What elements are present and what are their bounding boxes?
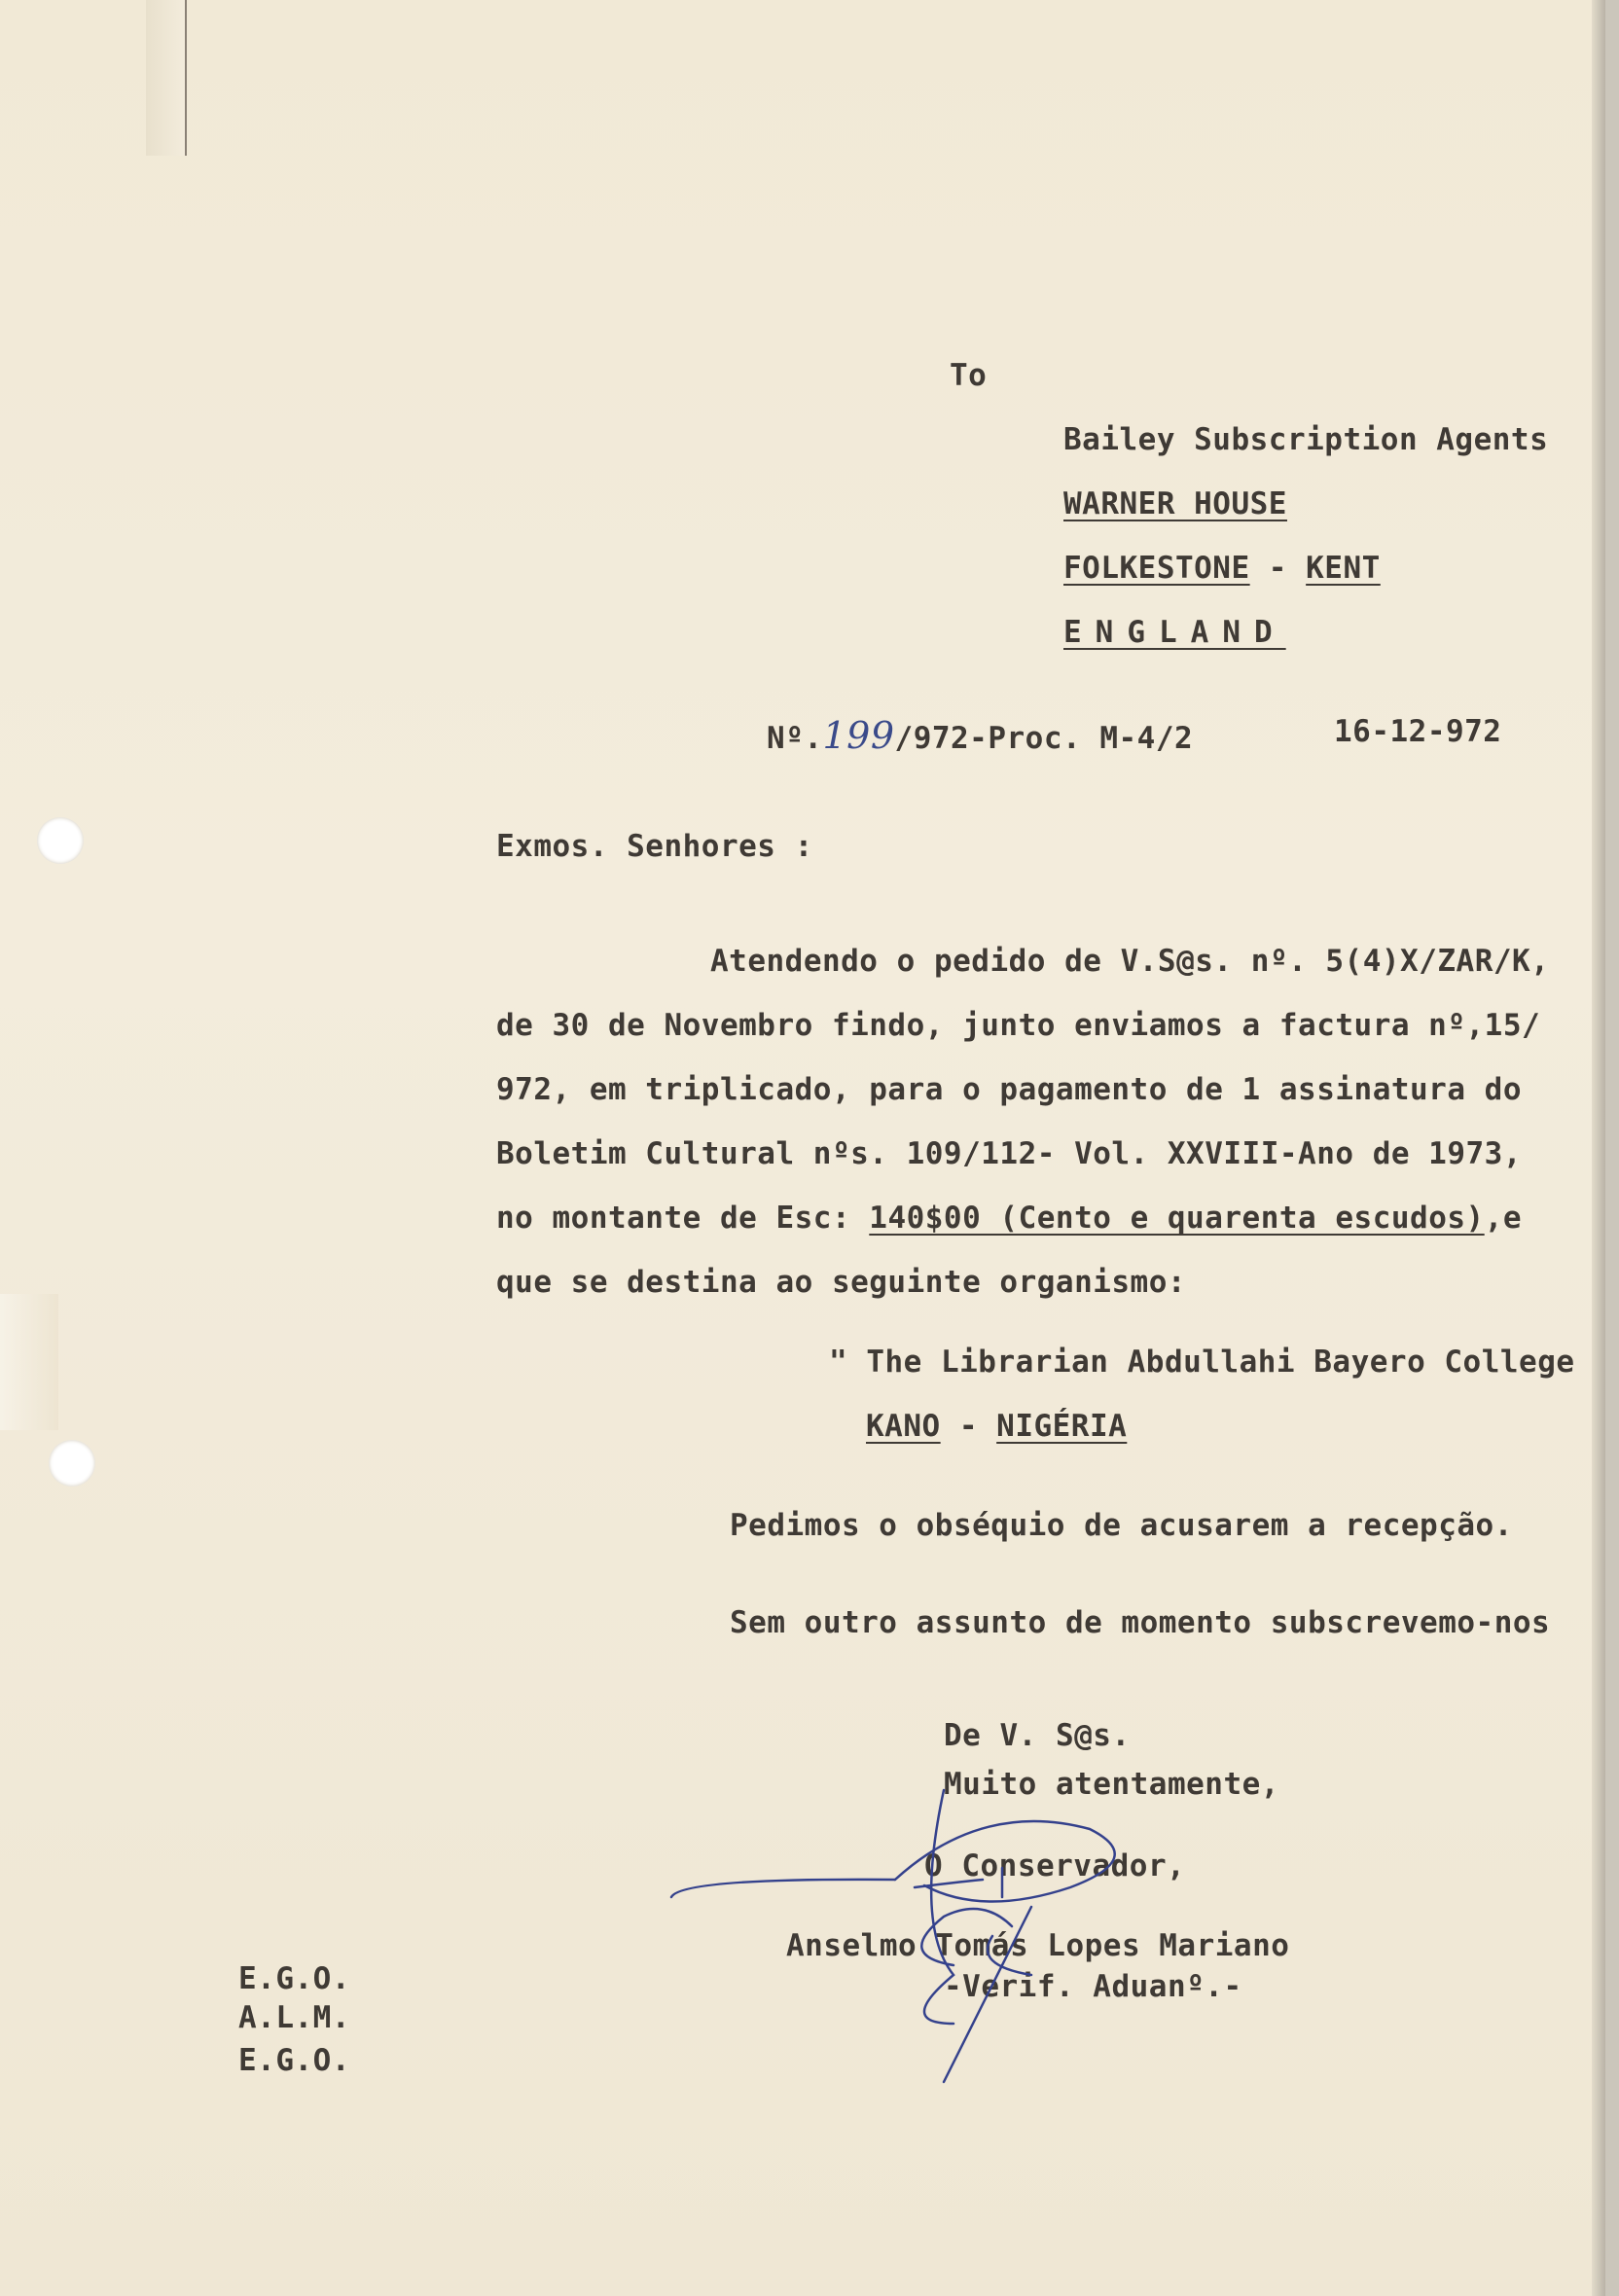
amount-label: no montante de Esc: (496, 1201, 870, 1236)
recipient-city-line (1063, 551, 1381, 586)
signoff-line-1: De V. S@s. (944, 1718, 1131, 1753)
handwritten-reference: 199 (822, 714, 895, 757)
amount-value: 140$00 (Cento e quarenta escudos) (869, 1201, 1485, 1236)
recipient-county: KENT (1306, 551, 1381, 586)
reference-prefix: Nº. (767, 721, 823, 756)
body-line-5 (496, 1201, 1522, 1236)
addressee-location (866, 1409, 1127, 1444)
salutation: Exmos. Senhores : (496, 829, 813, 864)
body-line-1: Atendendo o pedido de V.S@s. nº. 5(4)X/ZAR/K, (710, 944, 1550, 979)
addressee-separator: - (940, 1409, 997, 1444)
addressee-country: NIGÉRIA (996, 1409, 1128, 1444)
recipient-building: WARNER HOUSE (1063, 486, 1287, 521)
body-line-3: 972, em triplicado, para o pagamento de 1 assinatura do (496, 1072, 1522, 1107)
initials-line-2: A.L.M. (238, 2000, 350, 2035)
signatory-name: Anselmo Tomás Lopes Mariano (786, 1928, 1290, 1963)
punch-hole-upper (37, 817, 84, 864)
body-line-5-end: ,e (1484, 1201, 1523, 1236)
to-label: To (950, 358, 988, 393)
punch-hole-lower (49, 1440, 95, 1487)
reference-suffix: /972-Proc. M-4/2 (894, 721, 1194, 756)
body-line-6: que se destina ao seguinte organismo: (496, 1265, 1187, 1300)
addressee-city: KANO (866, 1409, 941, 1444)
addressee-name: " The Librarian Abdullahi Bayero College (829, 1345, 1575, 1380)
paper-crease (0, 1294, 58, 1430)
body-line-2: de 30 de Novembro findo, junto enviamos a factura nº,15/ (496, 1008, 1541, 1043)
torn-edge (146, 0, 187, 156)
reference-number (767, 714, 1193, 757)
signatory-title: -Verif. Aduanº.- (944, 1969, 1242, 2004)
initials-line-1: E.G.O. (238, 1961, 350, 1996)
paper-edge-shadow (1592, 0, 1605, 2296)
signer-position: O Conservador, (924, 1848, 1186, 1883)
closing-line-1: Pedimos o obséquio de acusarem a recepção. (730, 1508, 1513, 1543)
signoff-line-2: Muito atentamente, (944, 1767, 1279, 1802)
letter-date: 16-12-972 (1334, 714, 1502, 749)
handwritten-signature (662, 1771, 1245, 2092)
body-line-4: Boletim Cultural nºs. 109/112- Vol. XXVIII-Ano de 1973, (496, 1136, 1522, 1171)
initials-line-3: E.G.O. (238, 2043, 350, 2078)
closing-line-2: Sem outro assunto de momento subscrevemo-nos (730, 1605, 1551, 1640)
recipient-city-separator: - (1249, 551, 1307, 586)
recipient-country: ENGLAND (1063, 615, 1286, 650)
recipient-name: Bailey Subscription Agents (1063, 422, 1549, 457)
recipient-city: FOLKESTONE (1063, 551, 1250, 586)
